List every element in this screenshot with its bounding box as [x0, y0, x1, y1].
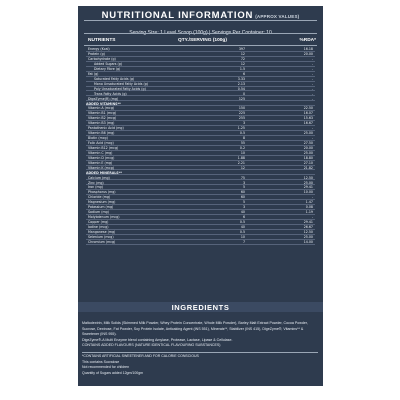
nutrient-name: Manganese (mg)	[88, 229, 116, 234]
nutrient-qty: 225	[238, 111, 245, 116]
nutrient-name: Chloride (mg)	[88, 195, 111, 200]
nutrient-rda: -	[311, 91, 313, 96]
nutrient-name: Vitamin D (mcg)	[88, 155, 115, 160]
nutrient-name: Added Sugars (g)	[94, 62, 123, 66]
nutrient-qty: 5	[242, 200, 245, 205]
warnings-block	[82, 354, 318, 376]
nutrient-rda: 21.82	[303, 165, 313, 170]
nutrient-qty: 2.21	[237, 160, 245, 165]
nutrient-rda: -	[311, 71, 313, 76]
nutrient-qty: 75	[240, 175, 245, 180]
nutrient-qty: 40	[240, 224, 245, 229]
nutrient-rda: 25.00	[303, 150, 313, 155]
nutrient-name: Iodine (mcg)	[88, 224, 109, 229]
nutrient-rda: 15.63	[303, 116, 313, 121]
nutrient-rda: -	[311, 76, 313, 81]
nutrient-rda: -	[311, 96, 313, 101]
ingredients-text: Maltodextrin, Milk Solids (Skimmed Milk Powder, Whey Protein Concentrate, Whole Milk Powder), Barley Malt Extract Powder, Cocoa Powder, Sucrose, Dextrose, Fat Powder, Soy Protein Isolate, Anticaking Agent (INS 551), Minerals**, Stabilizer (INS 415), DigeZyme®, Vitamins** & Sweetener (INS 955).	[82, 321, 308, 337]
nutrient-rda: 1.19	[305, 210, 313, 215]
serving-info: Serving Size: 1 Level Scoop (100g) | Servings Per Container: 10	[129, 30, 272, 36]
nutrient-qty: 255	[238, 116, 245, 121]
nutrient-rda: 1.47	[305, 200, 313, 205]
header-rda: %RDA*	[299, 38, 316, 43]
nutrient-rda: 10.00	[303, 190, 313, 195]
nutrient-qty: 12	[240, 52, 245, 57]
nutrient-rda: 22.50	[303, 106, 313, 111]
nutrient-name: Vitamin E (mg)	[88, 160, 113, 165]
nutrient-qty: 6	[242, 215, 245, 220]
ingredients-flavour: CONTAINS ADDED FLAVOURS (NATURE IDENTICAL FLAVOURING SUBSTANCES)	[82, 343, 221, 348]
nutrient-qty: 6	[242, 71, 245, 76]
nutrient-qty: 7	[242, 239, 245, 244]
nutrient-qty: 55	[240, 141, 245, 145]
nutrient-name: Selenium (mcg)	[88, 234, 114, 239]
nutrient-name: DigeZyme(R) (mg)	[88, 96, 119, 101]
nutrient-name: Chromium (mcg)	[88, 239, 116, 244]
nutrient-name: Zinc (mg)	[88, 180, 104, 185]
nutrient-rda: -	[311, 57, 313, 62]
nutrient-qty: 72	[240, 57, 245, 62]
nutrient-name: Energy (Kcal)	[88, 47, 110, 52]
nutrient-qty: 12	[240, 165, 245, 170]
nutrient-rda: 16.67	[303, 121, 313, 126]
nutrient-qty: 10	[240, 150, 245, 155]
warning-1: This contains Sucralose	[82, 359, 120, 364]
nutrient-name: Potassium (mg)	[88, 205, 114, 210]
nutrient-table	[86, 47, 315, 245]
title-note: (APPROX VALUES)	[255, 14, 300, 19]
nutrient-name: Calcium (mg)	[88, 175, 110, 180]
nutrient-name: Saturated Fatty Acids (g)	[94, 76, 135, 81]
nutrient-qty: 1.88	[237, 155, 245, 160]
nutrient-rda: -	[311, 136, 313, 141]
nutrient-rda: -	[311, 126, 313, 131]
nutrient-name: Vitamin B2 (mcg)	[88, 116, 117, 121]
nutrient-name: Magnesium (mg)	[88, 200, 116, 205]
nutrient-rda: 20.00	[303, 52, 313, 57]
nutrient-qty: 0.54	[237, 86, 245, 91]
nutrient-qty: 3	[242, 180, 245, 185]
nutrient-qty: 3	[242, 121, 245, 126]
nutrient-rda: -	[311, 62, 313, 66]
nutrient-qty: 8	[242, 136, 245, 141]
nutrient-name: Vitamin K (mcg)	[88, 165, 115, 170]
nutrient-rda: 14.00	[303, 239, 313, 244]
nutrient-name: Folic Acid (mcg)	[88, 141, 114, 145]
nutrient-qty: 12	[240, 62, 245, 66]
nutrient-qty: 397	[238, 47, 245, 52]
nutrient-name: Protein (g)	[88, 52, 105, 57]
nutrient-rda: 29.41	[303, 220, 313, 224]
nutrient-row	[86, 240, 315, 245]
nutrient-qty: 60	[240, 190, 245, 195]
nutrient-name: Sodium (mg)	[88, 210, 109, 215]
nutrient-rda: 25.00	[303, 234, 313, 239]
nutrient-name: Molybdenum (mcg)	[88, 215, 120, 220]
nutrient-name: Vitamin C (mg)	[88, 150, 113, 155]
nutrient-rda: 29.41	[303, 185, 313, 190]
nutrient-name: Phosphorus (mg)	[88, 190, 116, 195]
nutrient-rda: -	[311, 86, 313, 91]
nutrient-rda: -	[311, 195, 313, 200]
nutrient-rda: -	[311, 215, 313, 220]
nutrient-rda: 18.80	[303, 155, 313, 160]
divider-ingredients	[82, 352, 318, 353]
nutrient-qty: 5	[242, 185, 245, 190]
nutrient-qty: 2.13	[237, 81, 245, 86]
warning-3: Quantity of Sugars added 12gm/100gm	[82, 370, 144, 375]
nutrient-rda: 27.50	[303, 141, 313, 145]
nutrient-qty: 3.33	[237, 76, 245, 81]
nutrient-name: Trans Fatty Acids (g)	[94, 91, 127, 96]
ingredients-title: INGREDIENTS	[171, 303, 230, 312]
nutrient-rda: 27.10	[303, 160, 313, 165]
nutrient-name: Carbohydrate (g)	[88, 57, 116, 62]
nutrient-name: Vitamin B6 (mg)	[88, 131, 115, 136]
nutrient-rda: 12.50	[303, 175, 313, 180]
ingredients-block	[82, 321, 320, 349]
nutrient-qty: 0.5	[239, 131, 245, 136]
header-qty: QTY./SERVING (100g)	[178, 38, 227, 43]
divider-serving	[84, 33, 317, 34]
nutrient-name: Poly Unsaturated Fatty Acids (g)	[94, 86, 146, 91]
nutrient-name: Copper (mg)	[88, 220, 109, 224]
nutrient-qty: 1.25	[237, 126, 245, 131]
nutrient-rda: 20.00	[303, 145, 313, 150]
nutrient-rda: 16.18	[303, 47, 313, 52]
nutrient-qty: 1.5	[239, 66, 245, 71]
nutrient-rda: 16.07	[303, 111, 313, 116]
header-nutrients: NUTRIENTS	[88, 38, 116, 43]
nutrient-rda: 25.00	[303, 131, 313, 136]
nutrient-qty: 10	[240, 234, 245, 239]
ingredients-note: DigeZyme®-A Multi Enzyme blend containing Amylase, Protease, Lactase, Lipase & Cellulase.	[82, 337, 233, 342]
nutrient-name: Vitamin B12 (mcg)	[88, 145, 119, 150]
nutrient-name: ADDED VITAMINS**	[86, 101, 121, 106]
nutrient-name: Vitamin B1 (mcg)	[88, 111, 117, 116]
sweetener-note: *CONTAINS ARTIFICIAL SWEETENER AND FOR CALORIE CONSCIOUS	[82, 354, 199, 358]
nutrient-rda: 0.08	[305, 205, 313, 210]
divider-top	[84, 20, 317, 21]
nutrient-name: Vitamin B3 (mg)	[88, 121, 115, 126]
nutrient-qty: 60	[240, 195, 245, 200]
nutrient-rda: -	[311, 66, 313, 71]
nutrient-name: Mono Unsaturated Fatty Acids (g)	[94, 81, 149, 86]
warning-2: Not recommended for children	[82, 365, 130, 370]
nutrient-name: Pantothenic Acid (mg)	[88, 126, 124, 131]
nutrient-name: Dietary Fibre (g)	[94, 66, 121, 71]
nutrient-name: Iron (mg)	[88, 185, 103, 190]
nutrient-name: Vitamin A (mcg)	[88, 106, 115, 111]
title-text: NUTRITIONAL INFORMATION	[101, 10, 254, 21]
nutrient-qty: 0.2	[239, 145, 245, 150]
nutrient-qty: 0.5	[239, 229, 245, 234]
nutrient-qty: 40	[240, 210, 245, 215]
nutrient-rda: 26.67	[303, 224, 313, 229]
nutrient-qty: 0	[242, 91, 245, 96]
nutrient-name: Fat (g)	[88, 71, 99, 76]
nutrient-qty: 3	[242, 205, 245, 210]
nutrient-qty: 125	[238, 96, 245, 101]
nutrient-rda: -	[311, 81, 313, 86]
nutrient-qty: 0.5	[239, 220, 245, 224]
divider-header	[84, 45, 317, 46]
nutrient-name: Biotin (mcg)	[88, 136, 108, 141]
nutrient-qty: 150	[238, 106, 245, 111]
nutrient-rda: 25.00	[303, 180, 313, 185]
nutrient-rda: 12.50	[303, 229, 313, 234]
nutrient-name: ADDED MINERALS**	[86, 170, 122, 175]
